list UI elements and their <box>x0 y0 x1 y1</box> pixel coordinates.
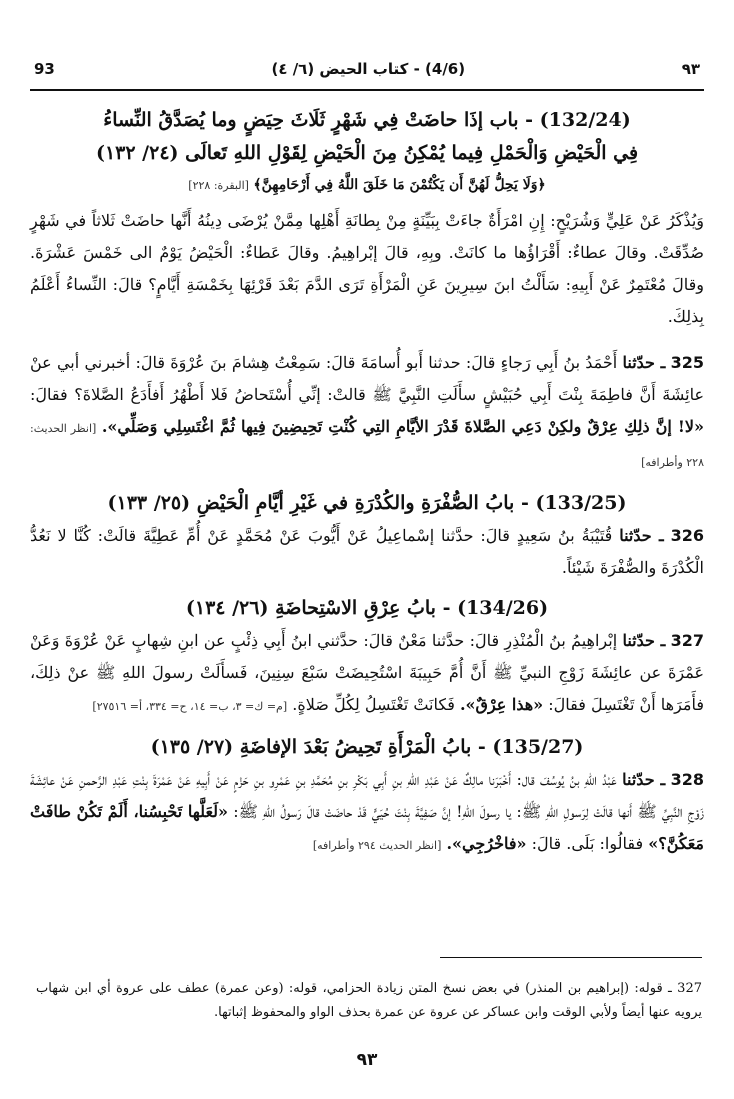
hadith-number: 325 <box>670 353 705 372</box>
chapter-heading-25: (133/25) - بابُ الصُّفْرَةِ والكُدْرَةِ في غَيْرِ أيَّامِ الْحَيْضِ (٢٥/ ١٣٣) <box>107 492 627 514</box>
footnote: 327 ـ قوله: (إبراهيم بن المنذر) في بعض نسخ المتن زيادة الحزامي، قوله: (وعن عمرة) عطف على عروة أي ابن شهاب يرويه عنها أيضاً ولأبي الوقت وابن عساكر عن عروة عن عمرة بحذف الواو والمحفوظ إثباتها. <box>36 981 702 1020</box>
quran-verse-reference: [البقرة: ٢٢٨] <box>188 179 249 192</box>
hadith-326 <box>30 520 704 584</box>
hadith-opening: ـ حدّثنا <box>619 526 664 545</box>
footer-page-number: ٩٣ <box>356 1050 378 1070</box>
hadith-opening: ـ حدّثنا <box>622 770 666 789</box>
hadith-prophet-saying: «هذا عِرْقٌ». <box>459 695 544 714</box>
hadith-reference: [انظر الحديث: ٢٢٨ وأطرافه] <box>30 422 704 469</box>
hadith-number: 328 <box>670 770 704 789</box>
header-page-number-arabic: ٩٣ <box>681 60 700 78</box>
hadith-327 <box>30 625 704 723</box>
hadith-text: عَبْدُ اللهِ بنُ يُوسُفَ قال: أَخْبَرَنا مالِكٌ عَنْ عَبْدِ اللهِ بنِ أَبِي بَكْرِ بنِ مُحَمَّدِ بنِ عَمْرِو بنِ حَزْمٍ عَنْ أَبِيهِ عَنْ عَمْرَةَ بِنْتِ عَبْدِ الرَّحمنِ عَنْ عائِشَةَ زَوْجِ النَّبِيِّ ﷺ أَنها قالَتْ لِرَسولِ اللهِ ﷺ: يا رسولَ اللهِ! إنَّ صَفِيَّةَ بِنْتَ حُيَيٍّ قَدْ حاضَتْ قالَ رَسولُ اللهِ ﷺ: <box>30 770 704 821</box>
hadith-328 <box>30 764 704 862</box>
hadith-text-continued: فقالُوا: بَلَى. قالَ: <box>531 834 644 853</box>
chapter-24-text: وَيُذْكَرُ عَنْ عَلِيٍّ وَشُرَيْحٍ: إِنِ امْرَأَةٌ جاءَتْ بِبَيِّنَةٍ مِنْ بِطانَةِ أَهْلِها مِمَّنْ يُرْضَى دِينُهُ أَنَّها حاضَتْ ثَلاثاً في شَهْرٍ صُدِّقَتْ. وقالَ عطاءٌ: أَقْرَاؤُها ما كانَتْ. وبِهِ، قالَ إبْراهِيمُ. وقالَ عَطاءٌ: الْحَيْضُ يَوْمٌ الى خَمْسَ عَشْرَةَ. وقالَ مُعْتَمِرٌ عَنْ أَبِيهِ: سَأَلْتُ ابنَ سِيرِينَ عَنِ الْمَرْأَةِ تَرَى الدَّمَ بَعْدَ قَرْئِهَا بِخَمْسَةِ أَيَّامٍ؟ قالَ: النِّساءُ أَعْلَمُ بِذلِكَ. <box>30 211 704 326</box>
quran-verse-text: ﴿وَلَا يَحِلُّ لَهُنَّ أَن يَكْتُمْنَ مَا خَلَقَ اللَّهُ فِي أَرْحَامِهِنَّ﴾ <box>253 177 546 193</box>
hadith-prophet-saying-2: «فاخْرُجِي». <box>446 834 527 853</box>
chapter-heading-24-line1: (132/24) - باب إذَا حاضَتْ فِي شَهْرٍ ثَلَاثَ حِيَضٍ وما يُصَدَّقُ النِّساءُ <box>103 109 631 131</box>
hadith-text: قُتَيْبَةُ بنُ سَعِيدٍ قالَ: حدَّثنا إسْماعِيلُ عَنْ أَيُّوبَ عَنْ مُحَمَّدٍ عَنْ أُمِّ عَطِيَّةَ قالَتْ: كُنَّا لا نَعُدُّ الْكُدْرَةَ والصُّفْرَةَ شَيْئاً. <box>30 526 704 577</box>
hadith-number: 327 <box>670 631 704 650</box>
hadith-opening: ـ حدّثنا <box>622 353 666 372</box>
quran-verse <box>30 172 704 199</box>
header-page-number-latin: 93 <box>34 60 55 78</box>
hadith-prophet-saying: «لَعَلَّها تَحْبِسُنا، أَلَمْ تَكُنْ طافَتْ مَعَكُنَّ؟» <box>30 802 704 853</box>
chapter-heading-27: (135/27) - بابُ الْمَرْأَةِ تَحِيضُ بَعْدَ الإفاضَةِ (٢٧/ ١٣٥) <box>150 736 584 758</box>
hadith-text: إبْراهِيمُ بنُ الْمُنْذِرِ قالَ: حدَّثنا مَعْنٌ قالَ: حدَّثني ابنُ أَبِي ذِئْبٍ عن ابنِ شِهابٍ عَنْ عُرْوَةَ وَعَنْ عَمْرَةَ عن عائِشَةَ زَوْجِ النبيِّ ﷺ أَنَّ أُمَّ حَبِيبَةَ اسْتُحِيضَتْ سَبْعَ سِنِينَ، فَسأَلَتْ رسولَ اللهِ ﷺ عنْ ذلِكَ، فأَمَرَها أَنْ تَغْتَسِلَ فقالَ: <box>30 631 704 714</box>
running-header <box>34 52 700 86</box>
hadith-reference: [انظر الحديث ٢٩٤ وأطرافه] <box>312 839 442 852</box>
hadith-text-continued: فَكانَتْ تَغْتَسِلُ لِكُلِّ صَلاةٍ. <box>292 695 455 714</box>
header-rule <box>30 89 704 91</box>
main-text <box>30 104 704 862</box>
hadith-reference: [م= ك= ٣، ب= ١٤، ح= ٣٣٤، أ= ٢٧٥١٦] <box>92 700 288 713</box>
hadith-325 <box>30 347 704 479</box>
chapter-heading-26: (134/26) - بابُ عِرْقِ الاسْتِحاضَةِ (٢٦/ ١٣٤) <box>185 597 549 619</box>
header-book-title: (4/6) - كتاب الحيض (٦/ ٤) <box>271 60 466 78</box>
hadith-opening: ـ حدّثنا <box>622 631 666 650</box>
chapter-heading-24-line2: فِي الْحَيْضِ وَالْحَمْلِ فِيما يُمْكِنُ مِنَ الْحَيْضِ لِقَوْلِ اللهِ تَعالَى (٢٤/ ١٣٢) <box>95 142 639 164</box>
hadith-prophet-saying: «لا! إنَّ ذلِكِ عِرْقٌ ولكِنْ دَعِي الصَّلاةَ قَدْرَ الأيَّامِ التِي كُنْتِ تَحِيضِينَ فِيها ثُمَّ اغْتَسِلِي وَصَلِّي». <box>101 417 704 436</box>
footnote-rule <box>440 957 702 958</box>
hadith-number: 326 <box>670 526 704 545</box>
hadith-text: أَحْمَدُ بنُ أَبِي رَجاءٍ قالَ: حدثنا أَبو أُسامَةَ قالَ: سَمِعْتُ هِشامَ بنَ عُرْوَةَ قالَ: أخبرني أبي عنْ عائِشَةَ أَنَّ فاطِمَةَ بِنْتَ أَبِي حُبَيْشٍ سأَلَتِ النَّبِيَّ ﷺ قالتْ: إنِّي أُسْتَحاضُ فَلا أَطْهُرُ أَفأَدَعُ الصَّلاةَ؟ فقالَ: <box>30 353 704 404</box>
